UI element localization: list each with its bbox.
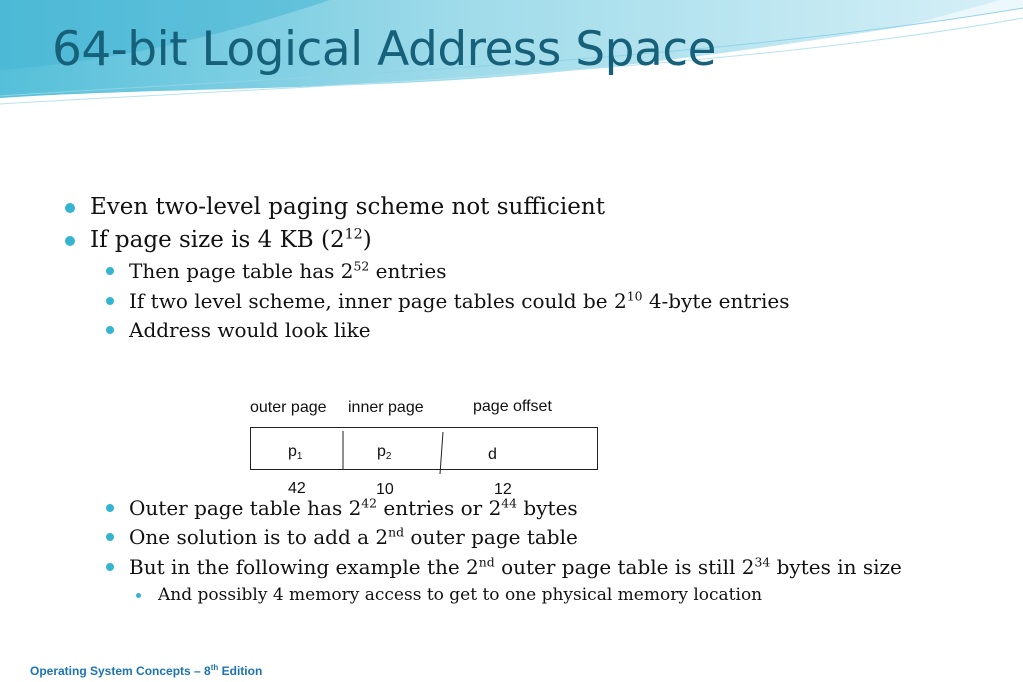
bullet-text: One solution is to add a 2: [129, 525, 389, 549]
footer-caption: Operating System Concepts – 8th Edition: [30, 663, 263, 678]
bullet-dot-icon: [106, 563, 114, 571]
bullet-text: bytes: [517, 496, 578, 520]
superscript: 34: [754, 554, 771, 570]
bullet-level2: [129, 496, 578, 520]
bullet-text: entries or 2: [377, 496, 502, 520]
bullet-text: But in the following example the 2: [129, 555, 479, 579]
bullet-dot-icon: [136, 593, 141, 598]
bullet-text: If two level scheme, inner page tables could be 2: [129, 289, 627, 313]
bullet-dot-icon: [65, 236, 75, 246]
field-p1: $p_1$: [288, 443, 303, 462]
bullet-level1: [90, 194, 605, 220]
bullet-text: Address would look like: [129, 318, 371, 342]
bullet-dot-icon: [106, 504, 114, 512]
bullet-dot-icon: [106, 267, 114, 275]
bullet-text: Even two-level paging scheme not sufficient: [90, 194, 605, 220]
bullet-dot-icon: [65, 203, 75, 213]
bullet-text: entries: [369, 259, 447, 283]
bullet-dot-icon: [106, 326, 114, 334]
bullet-dot-icon: [106, 533, 114, 541]
superscript: 52: [353, 258, 370, 274]
bullet-text: 4-byte entries: [642, 289, 790, 313]
superscript: 10: [626, 288, 643, 304]
page-offset-header: page offset: [473, 398, 552, 415]
slide-title: 64-bit Logical Address Space: [52, 22, 717, 77]
bullet-text: ): [362, 227, 372, 253]
bullet-level2: [129, 289, 789, 313]
bullet-level2: [129, 318, 371, 342]
field-p2: $p_2$: [377, 443, 392, 462]
bullet-text: Then page table has 2: [129, 259, 354, 283]
divider-p2-d: [440, 432, 443, 474]
superscript: 12: [344, 226, 363, 243]
bits-offset: 12: [494, 481, 512, 498]
inner-page-header: inner page: [348, 399, 424, 416]
bullet-text: Outer page table has 2: [129, 496, 362, 520]
bullet-text: bytes in size: [770, 555, 902, 579]
bullet-level2: [129, 525, 578, 549]
bullet-text: And possibly 4 memory access to get to one physical memory location: [158, 585, 763, 605]
superscript: 44: [501, 495, 518, 511]
bullet-text: outer page table: [404, 525, 578, 549]
bits-inner: 10: [376, 481, 394, 498]
bullet-dot-icon: [106, 297, 114, 305]
outer-page-header: outer page: [250, 399, 327, 416]
bullet-level2: [129, 555, 902, 579]
field-d: d: [488, 446, 497, 463]
bullet-level3: [158, 585, 762, 605]
bullet-text: If page size is 4 KB (2: [90, 227, 345, 253]
superscript: 42: [361, 495, 378, 511]
superscript: nd: [388, 524, 405, 540]
bullet-level1: [90, 227, 372, 253]
bullet-text: outer page table is still 2: [494, 555, 755, 579]
bullet-level2: [129, 259, 446, 283]
bits-outer: 42: [288, 480, 306, 497]
superscript: nd: [478, 554, 495, 570]
